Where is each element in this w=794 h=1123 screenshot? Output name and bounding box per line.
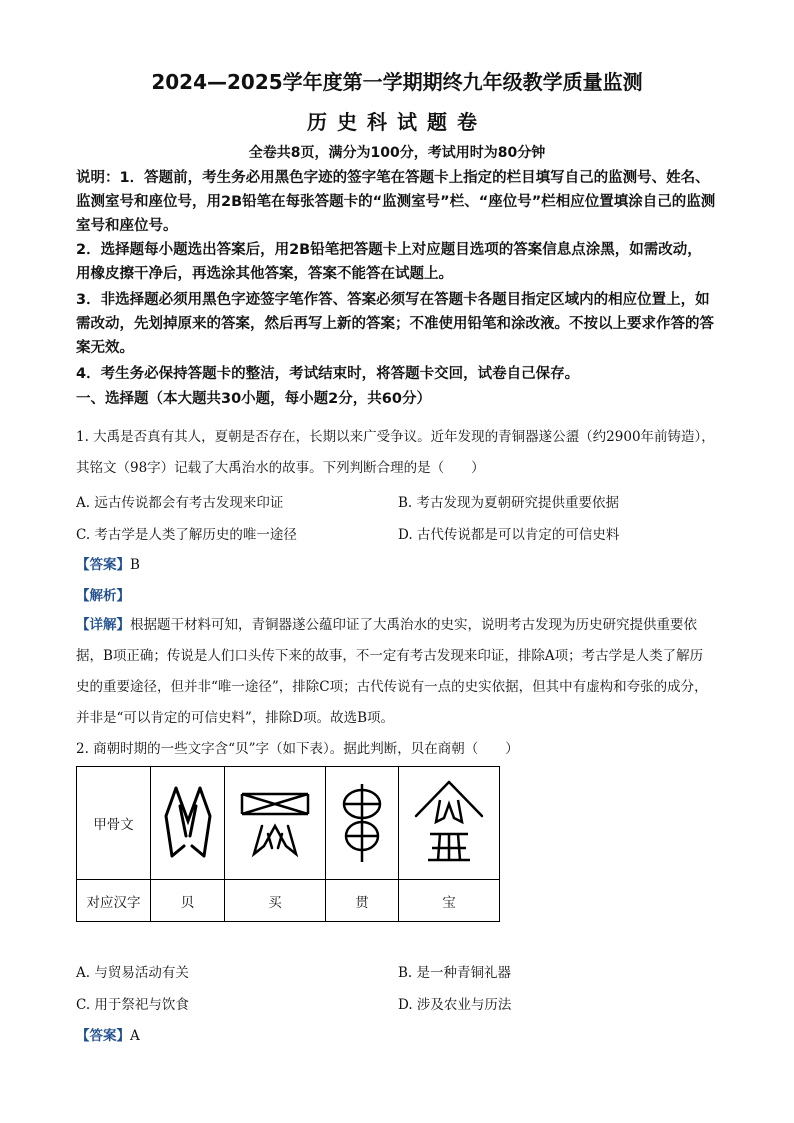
instruction-1: 说明：1．答题前，考生务必用黑色字迹的签字笔在答题卡上指定的栏目填写自己的监测号、姓名、监测室号和座位号，用2B铅笔在每张答题卡的“监测室号”栏、“座位号”栏相应位置填涂自己的监测室号和座位号。 xyxy=(76,170,716,234)
answer-value: B xyxy=(130,557,140,573)
oracle-bei-glyph xyxy=(158,776,218,866)
analysis-tag: 【解析】 xyxy=(76,588,130,604)
table-row-oracle xyxy=(77,767,500,880)
char-cell-4: 宝 xyxy=(399,880,500,922)
subject-title: 历史科试题卷 xyxy=(307,110,487,134)
q1-answer xyxy=(76,553,140,573)
q2-answer xyxy=(76,1024,140,1044)
oracle-glyph-bao xyxy=(399,767,500,880)
exam-title: 2024—2025学年度第一学期期终九年级教学质量监测 xyxy=(151,70,643,94)
oracle-bao-glyph xyxy=(404,776,494,866)
detail-tag: 【详解】 xyxy=(76,617,130,633)
char-cell-3: 贯 xyxy=(326,880,399,922)
q1-option-a: A. 远古传说都会有考古发现来印证 xyxy=(76,495,284,511)
q2-option-b: B. 是一种青铜礼器 xyxy=(398,965,512,981)
oracle-glyph-guan xyxy=(326,767,399,880)
answer-tag: 【答案】 xyxy=(76,1028,130,1044)
question-1-stem: 1. 大禹是否真有其人，夏朝是否存在，长期以来广受争议。近年发现的青铜器遂公盨（约2900年前铸造），其铭文（98字）记载了大禹治水的故事。下列判断合理的是（ ） xyxy=(76,429,715,476)
oracle-mai-glyph xyxy=(230,776,320,866)
oracle-guan-glyph xyxy=(332,776,392,866)
q1-option-b: B. 考古发现为夏朝研究提供重要依据 xyxy=(398,495,620,511)
q2-option-d: D. 涉及农业与历法 xyxy=(398,997,512,1013)
detail-text: 根据题干材料可知，青铜器遂公蕴印证了大禹治水的史实，说明考古发现为历史研究提供重要依据，B项正确；传说是人们口头传下来的故事，不一定有考古发现来印证，排除A项；考古学是人类了解历史的重要途径，但并非“唯一途径”，排除C项；古代传说有一点的史实依据，但其中有虚构和夸张的成分，并非是“可以肯定的可信史料”，排除D项。故选B项。 xyxy=(76,617,708,726)
instruction-3: 3．非选择题必须用黑色字迹签字笔作答、答案必须写在答题卡各题目指定区域内的相应位置上，如需改动，先划掉原来的答案，然后再写上新的答案；不准使用铅笔和涂改液。不按以上要求作答的答案无效。 xyxy=(76,292,714,356)
char-cell-2: 买 xyxy=(225,880,326,922)
row-label-chinese: 对应汉字 xyxy=(77,880,151,922)
instruction-4: 4．考生务必保持答题卡的整洁，考试结束时，将答题卡交回，试卷自己保存。 xyxy=(76,366,580,382)
section-heading: 一、选择题（本大题共30小题，每小题2分，共60分） xyxy=(76,391,431,407)
answer-value: A xyxy=(130,1028,140,1044)
oracle-glyph-mai xyxy=(225,767,326,880)
q1-option-d: D. 古代传说都是可以肯定的可信史料 xyxy=(398,527,620,543)
row-label-oracle: 甲骨文 xyxy=(77,767,151,880)
instruction-2: 2．选择题每小题选出答案后，用2B铅笔把答题卡上对应题目选项的答案信息点涂黑，如需改动，用橡皮擦干净后，再选涂其他答案，答案不能答在试题上。 xyxy=(76,242,702,282)
q1-analysis-heading xyxy=(76,584,130,604)
oracle-glyph-bei xyxy=(151,767,225,880)
char-cell-1: 贝 xyxy=(151,880,225,922)
oracle-bone-table xyxy=(76,766,500,922)
table-row-chinese xyxy=(77,880,500,922)
q1-detail xyxy=(76,610,716,734)
question-2-stem: 2. 商朝时期的一些文字含“贝”字（如下表）。据此判断，贝在商朝（ ） xyxy=(76,741,519,757)
exam-info: 全卷共8页，满分为100分，考试用时为80分钟 xyxy=(248,145,546,161)
q2-option-c: C. 用于祭祀与饮食 xyxy=(76,997,189,1013)
answer-tag: 【答案】 xyxy=(76,557,130,573)
q2-option-a: A. 与贸易活动有关 xyxy=(76,965,189,981)
q1-option-c: C. 考古学是人类了解历史的唯一途径 xyxy=(76,527,297,543)
